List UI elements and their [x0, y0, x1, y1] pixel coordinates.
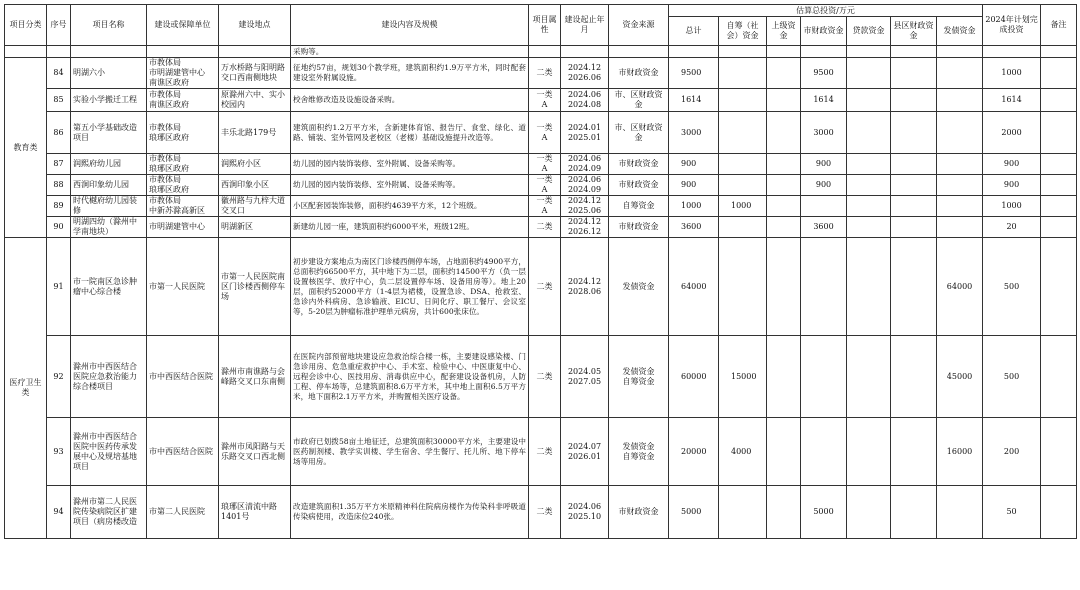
cell-name: 明湖六小 [71, 58, 147, 89]
cell-superior [767, 175, 801, 196]
header-seq: 序号 [47, 5, 71, 46]
cell-content: 改造建筑面积1.35万平方米原精神科住院病房楼作为传染科非呼吸道传染病使用，改造床位240张。 [291, 486, 529, 539]
table-row [5, 175, 1077, 196]
cell-county [891, 486, 937, 539]
cell-county [891, 336, 937, 418]
cell-attr: 二类 [529, 418, 561, 486]
header-location: 建设地点 [219, 5, 291, 46]
cell-content: 幼儿园的园内装饰装修、室外附属、设备采购等。 [291, 175, 529, 196]
cell-period: 2024.07 2026.01 [561, 418, 609, 486]
cell-fund: 自筹资金 [609, 196, 669, 217]
cell-county [891, 89, 937, 112]
cell-plan: 200 [983, 418, 1041, 486]
cell-city [801, 418, 847, 486]
cell-self [719, 238, 767, 336]
cell-remark [1041, 217, 1077, 238]
cell-superior [767, 112, 801, 154]
cell-content: 小区配套园装饰装修，面积约4639平方米，12个班级。 [291, 196, 529, 217]
cell-remark [1041, 154, 1077, 175]
cell-city [801, 196, 847, 217]
cell-loan [847, 89, 891, 112]
cell-loan [847, 336, 891, 418]
cell-city [801, 336, 847, 418]
cell-superior [767, 418, 801, 486]
cell-unit: 市第一人民医院 [147, 238, 219, 336]
cell-period: 2024.12 2026.06 [561, 58, 609, 89]
cell-attr: 一类 A [529, 196, 561, 217]
cell-fund: 发债资金 自筹资金 [609, 336, 669, 418]
cell-loan [847, 175, 891, 196]
cell-plan: 900 [983, 175, 1041, 196]
cell-superior [767, 486, 801, 539]
cell-seq: 85 [47, 89, 71, 112]
table-row [5, 336, 1077, 418]
cell-total: 64000 [669, 238, 719, 336]
cell-self [719, 89, 767, 112]
cell-seq: 93 [47, 418, 71, 486]
table-row [5, 486, 1077, 539]
cell-city: 900 [801, 154, 847, 175]
cell-attr: 一类 A [529, 175, 561, 196]
cell-seq: 94 [47, 486, 71, 539]
cell-total: 3000 [669, 112, 719, 154]
cell-attr: 一类 A [529, 89, 561, 112]
header-est-invest: 估算总投资/万元 [669, 5, 983, 17]
header-period: 建设起止年月 [561, 5, 609, 46]
header-total: 总计 [669, 17, 719, 46]
cell-total: 60000 [669, 336, 719, 418]
cell-bond [937, 58, 983, 89]
cell-unit: 市教体局 琅琊区政府 [147, 175, 219, 196]
cell-seq: 92 [47, 336, 71, 418]
cell-remark [1041, 238, 1077, 336]
cell-attr: 二类 [529, 238, 561, 336]
cell-self: 15000 [719, 336, 767, 418]
cell-name: 时代樾府幼儿园装修 [71, 196, 147, 217]
cell-content: 新建幼儿园一座，建筑面积约6000平米，班级12班。 [291, 217, 529, 238]
cell-county [891, 196, 937, 217]
cell-period: 2024.01 2025.01 [561, 112, 609, 154]
cell-loan [847, 154, 891, 175]
cell-unit: 市教体局 中新苏滁高新区 [147, 196, 219, 217]
header-superior: 上级资金 [767, 17, 801, 46]
cell-remark [1041, 112, 1077, 154]
cell-total: 1000 [669, 196, 719, 217]
cell-fund: 市、区财政资金 [609, 89, 669, 112]
header-bond: 发债资金 [937, 17, 983, 46]
cell-unit: 市中西医结合医院 [147, 336, 219, 418]
carry-over-row [5, 46, 1077, 58]
cell-city: 1614 [801, 89, 847, 112]
cell-county [891, 58, 937, 89]
cell-superior [767, 154, 801, 175]
cell-loan [847, 58, 891, 89]
cell-content: 幼儿园的园内装饰装修、室外附属、设备采购等。 [291, 154, 529, 175]
cell-attr: 二类 [529, 58, 561, 89]
header-remark: 备注 [1041, 5, 1077, 46]
cell-self [719, 217, 767, 238]
cell-attr: 一类 A [529, 112, 561, 154]
cell-name: 第五小学基础改造项目 [71, 112, 147, 154]
cell-city: 3000 [801, 112, 847, 154]
cell-remark [1041, 418, 1077, 486]
cell-county [891, 175, 937, 196]
cell-name: 西涧印象幼儿园 [71, 175, 147, 196]
cell-unit: 市教体局 琅琊区政府 [147, 154, 219, 175]
header-self: 自筹（社会）资金 [719, 17, 767, 46]
cell-name: 实验小学搬迁工程 [71, 89, 147, 112]
cell-bond [937, 175, 983, 196]
cell-superior [767, 238, 801, 336]
cell-county [891, 112, 937, 154]
cell-unit: 市教体局 南谯区政府 [147, 89, 219, 112]
cell-location: 原滁州六中、实小校园内 [219, 89, 291, 112]
header-unit: 建设或保障单位 [147, 5, 219, 46]
cell-content: 市政府已划拨58亩土地征迁，总建筑面积30000平方米，主要建设中医药制剂楼、教学实训楼、学生宿舍、学生餐厅、托儿所、地下停车场等用房。 [291, 418, 529, 486]
cell-loan [847, 418, 891, 486]
cell-content: 在医院内部预留地块建设应急救治综合楼一栋，主要建设感染楼、门急诊用房、危急重症救护中心、手术室、检验中心、中医康复中心、远程会诊中心、医技用房、消毒供应中心，配套建设设备机房，人防工程、停车场等，总建筑面积8.6万平方米，其中地上面积6.5万平方米，地下面积2.1万平方米，并购置相关医疗设备。 [291, 336, 529, 418]
cell-name: 润熙府幼儿园 [71, 154, 147, 175]
cell-bond [937, 486, 983, 539]
cell-self [719, 154, 767, 175]
cell-county [891, 418, 937, 486]
cell-location: 滁州市南谯路与会峰路交叉口东南侧 [219, 336, 291, 418]
cell-city: 5000 [801, 486, 847, 539]
table-row [5, 418, 1077, 486]
cell-total: 900 [669, 154, 719, 175]
cell-bond [937, 196, 983, 217]
cell-location: 丰乐北路179号 [219, 112, 291, 154]
cell-superior [767, 89, 801, 112]
cell-seq: 87 [47, 154, 71, 175]
cell-location: 明湖新区 [219, 217, 291, 238]
investment-plan-table [4, 4, 1077, 539]
cell-plan: 1000 [983, 196, 1041, 217]
cell-location: 西涧印象小区 [219, 175, 291, 196]
cell-period: 2024.05 2027.05 [561, 336, 609, 418]
cell-seq: 91 [47, 238, 71, 336]
cell-period: 2024.06 2024.08 [561, 89, 609, 112]
header-attr: 项目属性 [529, 5, 561, 46]
cell-bond [937, 217, 983, 238]
cell-fund: 市财政资金 [609, 154, 669, 175]
category-cell: 教育类 [5, 58, 47, 238]
cell-loan [847, 196, 891, 217]
cell-superior [767, 196, 801, 217]
cell-plan: 1000 [983, 58, 1041, 89]
table-row [5, 112, 1077, 154]
cell-city: 900 [801, 175, 847, 196]
cell-plan: 900 [983, 154, 1041, 175]
cell-remark [1041, 336, 1077, 418]
cell-remark [1041, 196, 1077, 217]
cell-fund: 市财政资金 [609, 58, 669, 89]
cell-remark [1041, 89, 1077, 112]
cell-bond: 64000 [937, 238, 983, 336]
cell-seq: 90 [47, 217, 71, 238]
table-row [5, 217, 1077, 238]
cell-bond: 45000 [937, 336, 983, 418]
cell-total: 3600 [669, 217, 719, 238]
cell-remark [1041, 58, 1077, 89]
cell-loan [847, 217, 891, 238]
header-name: 项目名称 [71, 5, 147, 46]
cell-plan: 1614 [983, 89, 1041, 112]
cell-period: 2024.06 2025.10 [561, 486, 609, 539]
cell-plan: 500 [983, 336, 1041, 418]
cell-plan: 20 [983, 217, 1041, 238]
cell-total: 900 [669, 175, 719, 196]
carry-over-content: 采购等。 [291, 46, 529, 58]
cell-fund: 发债资金 自筹资金 [609, 418, 669, 486]
header-city: 市财政资金 [801, 17, 847, 46]
cell-attr: 二类 [529, 217, 561, 238]
cell-self: 4000 [719, 418, 767, 486]
cell-location: 滁州市凤阳路与天乐路交叉口西北侧 [219, 418, 291, 486]
header-plan-2024: 2024年计划完成投资 [983, 5, 1041, 46]
cell-fund: 市财政资金 [609, 175, 669, 196]
cell-name: 市一院南区急诊肿瘤中心综合楼 [71, 238, 147, 336]
cell-seq: 84 [47, 58, 71, 89]
header-content: 建设内容及规模 [291, 5, 529, 46]
cell-remark [1041, 486, 1077, 539]
cell-self [719, 175, 767, 196]
cell-superior [767, 336, 801, 418]
cell-content: 初步建设方案地点为南区门诊楼西侧停车场，占地面积约4900平方，总面积约66500平方，其中地下为二层，面积约14500平方（负一层设置核医学、放疗中心，负二层设置停车场、设备用房等）。地上20层，面积约52000平方（1-4层为裙楼，设置急诊、DSA、抢救室、急诊内外科病房、急诊输液、EICU、日间化疗、职工餐厅、会议室等，5-20层为肿瘤标准护理单元病房，共计600张床位。 [291, 238, 529, 336]
cell-attr: 一类 A [529, 154, 561, 175]
cell-total: 5000 [669, 486, 719, 539]
cell-plan: 500 [983, 238, 1041, 336]
cell-location: 万水桥路与阳明路交口西南侧地块 [219, 58, 291, 89]
investment-plan-table-page [4, 4, 1077, 539]
cell-total: 9500 [669, 58, 719, 89]
table-row [5, 89, 1077, 112]
cell-location: 徽州路与九梓大道交叉口 [219, 196, 291, 217]
cell-bond [937, 112, 983, 154]
cell-total: 1614 [669, 89, 719, 112]
cell-content: 建筑面积约1.2万平方米，含新建体育馆、报告厅、食堂、绿化、道路、铺装、室外管网及老校区（老楼）基础设施提升改造等。 [291, 112, 529, 154]
header-category: 项目分类 [5, 5, 47, 46]
cell-fund: 市财政资金 [609, 217, 669, 238]
cell-remark [1041, 175, 1077, 196]
cell-total: 20000 [669, 418, 719, 486]
table-row [5, 238, 1077, 336]
cell-period: 2024.12 2028.06 [561, 238, 609, 336]
cell-loan [847, 238, 891, 336]
cell-county [891, 238, 937, 336]
cell-content: 校舍维修改造及设施设备采购。 [291, 89, 529, 112]
cell-city: 9500 [801, 58, 847, 89]
cell-period: 2024.12 2026.12 [561, 217, 609, 238]
cell-fund: 发债资金 [609, 238, 669, 336]
cell-bond: 16000 [937, 418, 983, 486]
cell-name: 滁州市中西医结合医院中医药传承发展中心及规培基地项目 [71, 418, 147, 486]
cell-seq: 86 [47, 112, 71, 154]
header-fund-source: 资金来源 [609, 5, 669, 46]
cell-county [891, 154, 937, 175]
table-row [5, 154, 1077, 175]
cell-period: 2024.06 2024.09 [561, 175, 609, 196]
header-loan: 贷款资金 [847, 17, 891, 46]
cell-period: 2024.06 2024.09 [561, 154, 609, 175]
cell-name: 滁州市中西医结合医院应急救治能力综合楼项目 [71, 336, 147, 418]
cell-loan [847, 112, 891, 154]
table-body [5, 46, 1077, 539]
cell-location: 润熙府小区 [219, 154, 291, 175]
cell-bond [937, 154, 983, 175]
cell-seq: 88 [47, 175, 71, 196]
table-row [5, 58, 1077, 89]
cell-content: 征地约57亩，规划30个教学班，建筑面积约1.9万平方米，同时配套建设室外附属设施。 [291, 58, 529, 89]
cell-name: 明湖四幼（滁州中学南地块） [71, 217, 147, 238]
cell-self [719, 112, 767, 154]
cell-plan: 50 [983, 486, 1041, 539]
cell-unit: 市明湖建管中心 [147, 217, 219, 238]
cell-period: 2024.12 2025.06 [561, 196, 609, 217]
cell-unit: 市教体局 琅琊区政府 [147, 112, 219, 154]
table-row [5, 196, 1077, 217]
cell-self: 1000 [719, 196, 767, 217]
cell-city: 3600 [801, 217, 847, 238]
cell-superior [767, 217, 801, 238]
cell-loan [847, 486, 891, 539]
cell-city [801, 238, 847, 336]
cell-seq: 89 [47, 196, 71, 217]
cell-name: 滁州市第二人民医院传染病院区扩建项目（病房楼改造 [71, 486, 147, 539]
cell-fund: 市财政资金 [609, 486, 669, 539]
cell-attr: 二类 [529, 336, 561, 418]
cell-county [891, 217, 937, 238]
cell-self [719, 58, 767, 89]
cell-attr: 二类 [529, 486, 561, 539]
cell-fund: 市、区财政资金 [609, 112, 669, 154]
header-county: 县区财政资金 [891, 17, 937, 46]
cell-location: 琅琊区清流中路1401号 [219, 486, 291, 539]
cell-superior [767, 58, 801, 89]
cell-plan: 2000 [983, 112, 1041, 154]
cell-unit: 市教体局 市明湖建管中心 南谯区政府 [147, 58, 219, 89]
cell-unit: 市中西医结合医院 [147, 418, 219, 486]
cell-location: 市第一人民医院南区门诊楼西侧停车场 [219, 238, 291, 336]
cell-bond [937, 89, 983, 112]
category-cell: 医疗卫生类 [5, 238, 47, 539]
cell-unit: 市第二人民医院 [147, 486, 219, 539]
table-header [5, 5, 1077, 46]
cell-self [719, 486, 767, 539]
